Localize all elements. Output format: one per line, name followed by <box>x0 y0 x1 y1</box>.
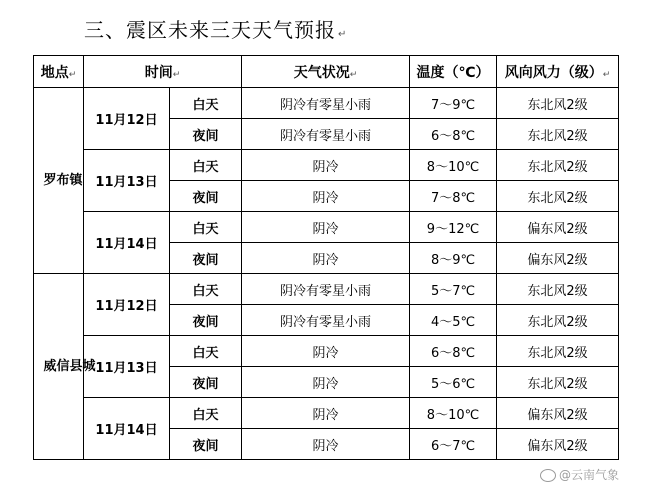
weather-cell: 阴冷 <box>242 398 410 429</box>
temperature-cell: 6～8℃ <box>410 119 497 150</box>
weather-cell: 阴冷有零星小雨 <box>242 305 410 336</box>
wind-cell: 东北风2级 <box>497 150 619 181</box>
wind-cell: 偏东风2级 <box>497 212 619 243</box>
table-header-row <box>34 56 619 88</box>
table-row <box>34 398 619 429</box>
date-cell: 11月14日 <box>84 398 170 460</box>
temperature-cell: 8～10℃ <box>410 150 497 181</box>
period-cell: 白天 <box>170 274 242 305</box>
wind-cell: 偏东风2级 <box>497 243 619 274</box>
watermark-text: @云南气象 <box>559 468 620 482</box>
wind-cell: 东北风2级 <box>497 119 619 150</box>
watermark <box>540 466 619 483</box>
temperature-cell: 6～8℃ <box>410 336 497 367</box>
period-cell: 夜间 <box>170 429 242 460</box>
temperature-cell: 4～5℃ <box>410 305 497 336</box>
table-row <box>34 88 619 119</box>
weather-cell: 阴冷 <box>242 212 410 243</box>
wind-cell: 东北风2级 <box>497 181 619 212</box>
weather-cell: 阴冷 <box>242 336 410 367</box>
header-temperature: 温度（℃） <box>410 56 497 88</box>
wind-cell: 东北风2级 <box>497 274 619 305</box>
weather-cell: 阴冷 <box>242 367 410 398</box>
temperature-cell: 8～9℃ <box>410 243 497 274</box>
temperature-cell: 5～6℃ <box>410 367 497 398</box>
period-cell: 夜间 <box>170 119 242 150</box>
temperature-cell: 6～7℃ <box>410 429 497 460</box>
wind-cell: 东北风2级 <box>497 88 619 119</box>
title-text: 三、震区未来三天天气预报 <box>84 18 336 42</box>
period-cell: 白天 <box>170 212 242 243</box>
period-cell: 白天 <box>170 150 242 181</box>
header-weather: 天气状况↵ <box>242 56 410 88</box>
temperature-cell: 7～8℃ <box>410 181 497 212</box>
temperature-cell: 8～10℃ <box>410 398 497 429</box>
date-cell: 11月13日 <box>84 336 170 398</box>
temperature-cell: 5～7℃ <box>410 274 497 305</box>
weather-cell: 阴冷有零星小雨 <box>242 119 410 150</box>
wind-cell: 东北风2级 <box>497 336 619 367</box>
weibo-logo-icon <box>540 469 556 482</box>
location-cell: 威信县城 <box>34 274 84 460</box>
weather-cell: 阴冷 <box>242 429 410 460</box>
period-cell: 白天 <box>170 398 242 429</box>
forecast-table <box>33 55 619 460</box>
header-location: 地点↵ <box>34 56 84 88</box>
paragraph-mark: ↵ <box>338 29 348 40</box>
weather-cell: 阴冷 <box>242 150 410 181</box>
weather-cell: 阴冷有零星小雨 <box>242 88 410 119</box>
table-row <box>34 150 619 181</box>
header-wind: 风向风力（级）↵ <box>497 56 619 88</box>
wind-cell: 东北风2级 <box>497 367 619 398</box>
table-row <box>34 274 619 305</box>
weather-cell: 阴冷有零星小雨 <box>242 274 410 305</box>
document-title <box>84 14 347 43</box>
wind-cell: 东北风2级 <box>497 305 619 336</box>
temperature-cell: 9～12℃ <box>410 212 497 243</box>
location-cell: 罗布镇 <box>34 88 84 274</box>
period-cell: 夜间 <box>170 305 242 336</box>
period-cell: 白天 <box>170 88 242 119</box>
date-cell: 11月12日 <box>84 88 170 150</box>
weather-cell: 阴冷 <box>242 243 410 274</box>
period-cell: 白天 <box>170 336 242 367</box>
weather-cell: 阴冷 <box>242 181 410 212</box>
header-time: 时间↵ <box>84 56 242 88</box>
wind-cell: 偏东风2级 <box>497 429 619 460</box>
wind-cell: 偏东风2级 <box>497 398 619 429</box>
date-cell: 11月13日 <box>84 150 170 212</box>
period-cell: 夜间 <box>170 181 242 212</box>
period-cell: 夜间 <box>170 367 242 398</box>
table-row <box>34 212 619 243</box>
table-body <box>34 88 619 460</box>
date-cell: 11月14日 <box>84 212 170 274</box>
period-cell: 夜间 <box>170 243 242 274</box>
temperature-cell: 7～9℃ <box>410 88 497 119</box>
table-row <box>34 336 619 367</box>
date-cell: 11月12日 <box>84 274 170 336</box>
